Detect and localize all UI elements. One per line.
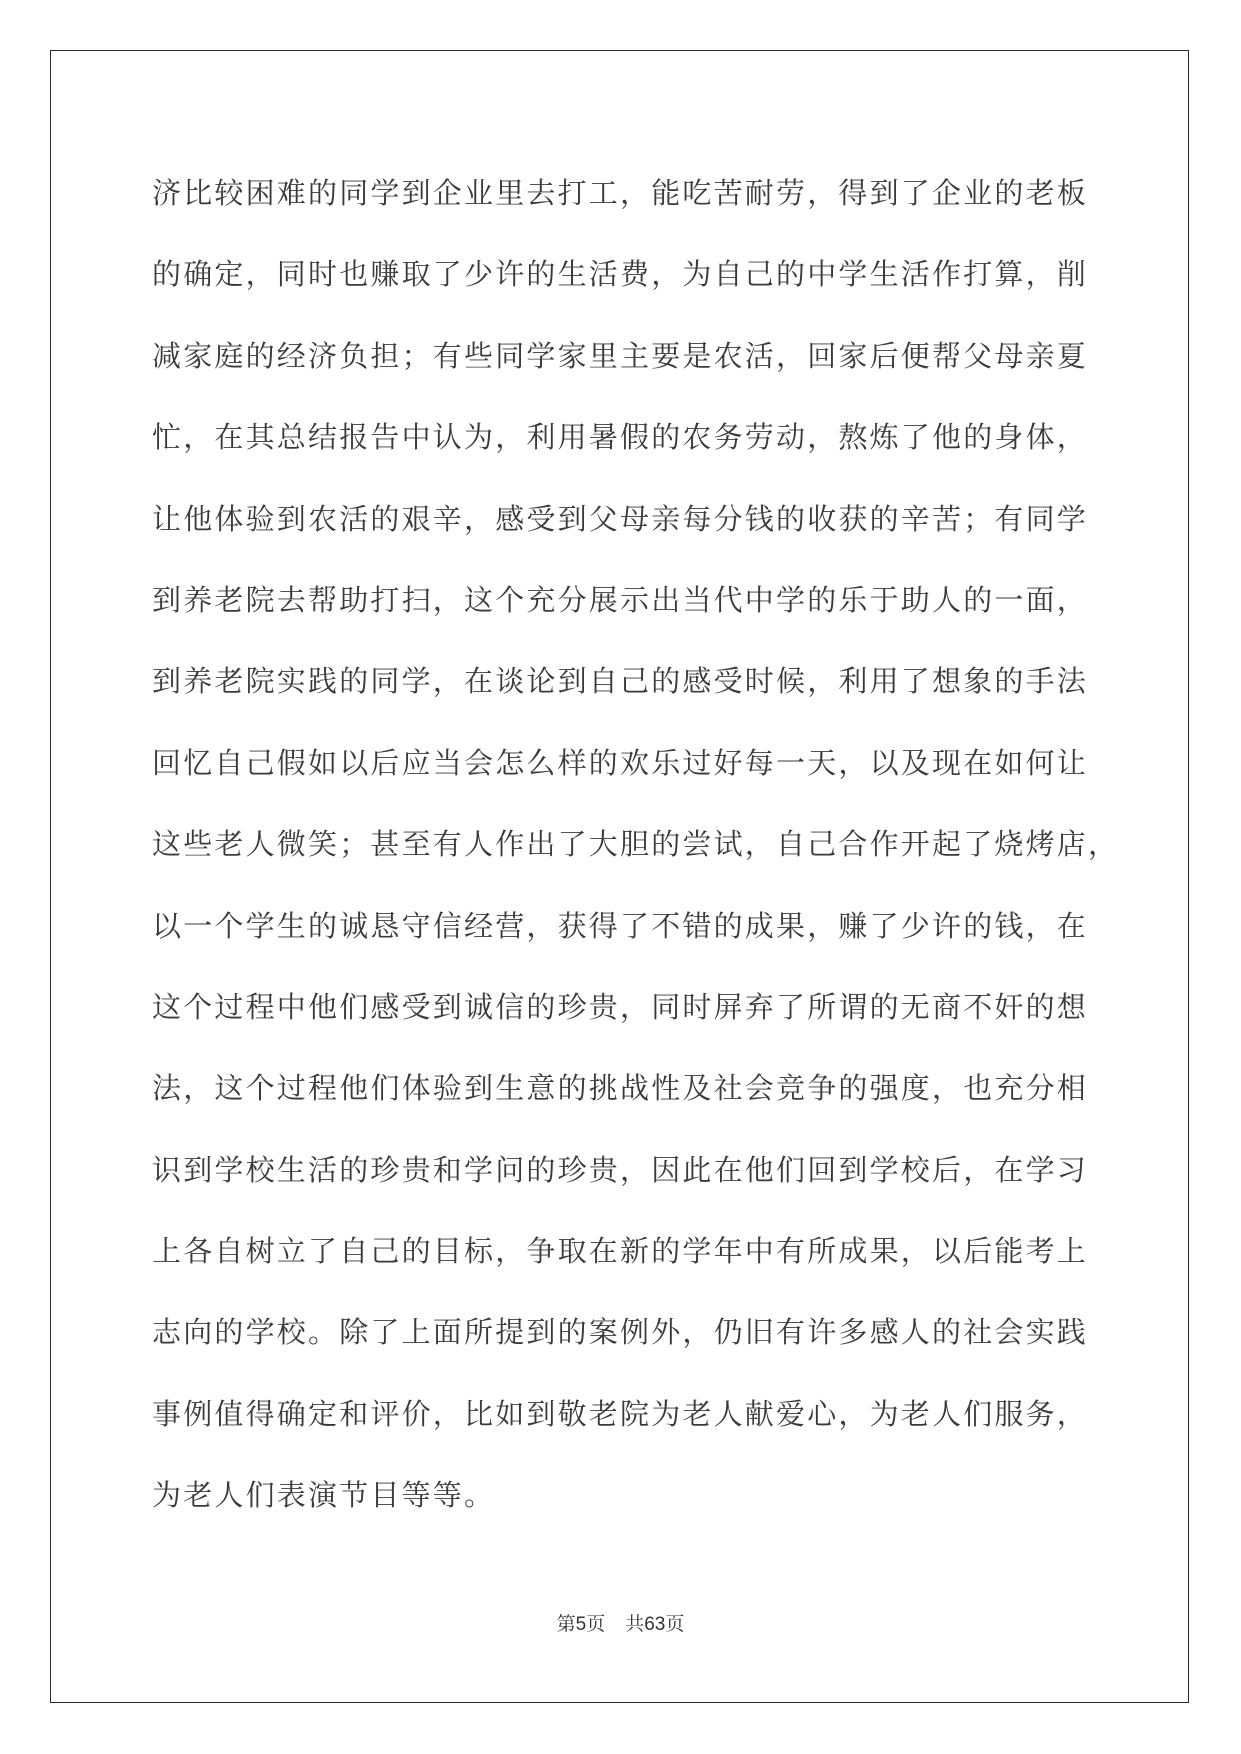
text-line: 济比较困难的同学到企业里去打工，能吃苦耐劳，得到了企业的老板 [152,176,1089,210]
total-pages: 63 [644,1614,666,1635]
text-line: 到养老院去帮助打扫，这个充分展示出当代中学的乐于助人的一面， [152,582,1089,617]
total-prefix: 共 [625,1613,645,1635]
text-line: 到养老院实践的同学，在谈论到自己的感受时候，利用了想象的手法 [152,664,1089,699]
text-line: 这个过程中他们感受到诚信的珍贵，同时屏弃了所谓的无商不奸的想 [152,989,1089,1024]
text-line: 回忆自己假如以后应当会怎么样的欢乐过好每一天，以及现在如何让 [152,745,1089,780]
text-line: 为老人们表演节目等等。 [152,1478,496,1513]
page-number: 5 [575,1614,587,1635]
text-line: 识到学校生活的珍贵和学问的珍贵，因此在他们回到学校后，在学习 [152,1152,1089,1187]
text-line: 以一个学生的诚恳守信经营，获得了不错的成果，赚了少许的钱，在 [152,908,1089,943]
page-footer [0,1609,1241,1636]
body-text [152,160,1120,1544]
page-prefix: 第 [556,1613,576,1635]
text-line: 事例值得确定和评价，比如到敬老院为老人献爱心，为老人们服务， [152,1396,1089,1431]
text-line: 减家庭的经济负担；有些同学家里主要是农活，回家后便帮父母亲夏 [152,338,1089,373]
text-line: 法，这个过程他们体验到生意的挑战性及社会竞争的强度，也充分相 [152,1071,1089,1106]
text-line: 的确定，同时也赚取了少许的生活费，为自己的中学生活作打算，削 [152,257,1089,292]
text-line: 忙，在其总结报告中认为，利用暑假的农务劳动，熬炼了他的身体， [152,420,1089,455]
total-suffix: 页 [665,1613,685,1635]
text-line: 志向的学校。除了上面所提到的案例外，仍旧有许多感人的社会实践 [152,1315,1089,1350]
text-line: 让他体验到农活的艰辛，感受到父母亲每分钱的收获的辛苦；有同学 [152,501,1089,536]
page-suffix: 页 [586,1613,606,1635]
text-line: 这些老人微笑；甚至有人作出了大胆的尝试，自己合作开起了烧烤店， [152,827,1120,862]
text-line: 上各自树立了自己的目标，争取在新的学年中有所成果，以后能考上 [152,1234,1089,1269]
